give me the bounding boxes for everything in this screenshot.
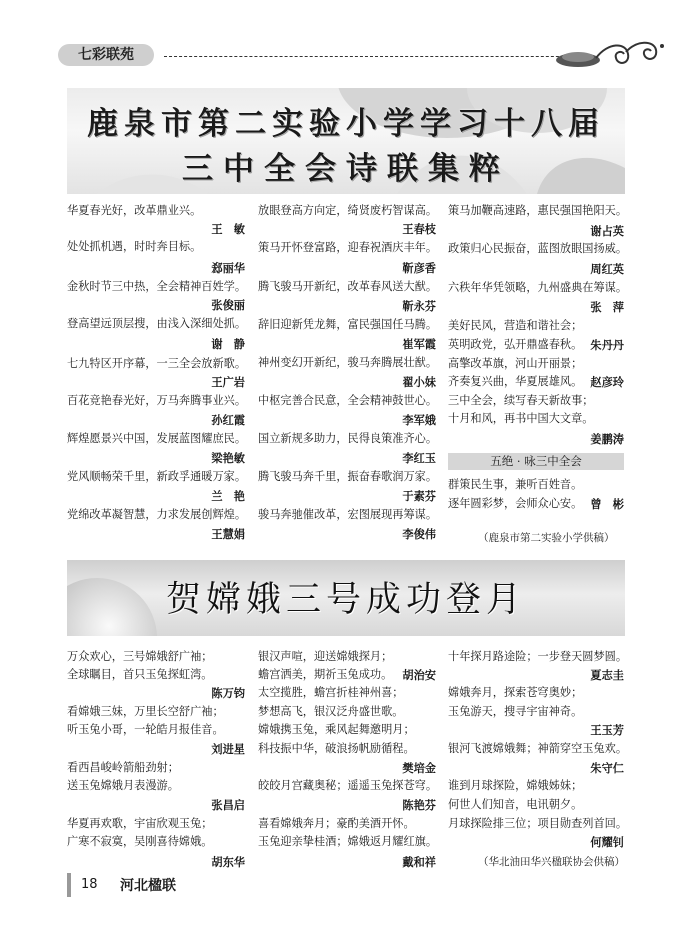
author-name: 夏志圭: [590, 668, 624, 682]
source-credit: （华北油田华兴楹联协会供稿）: [478, 856, 625, 868]
author-name: 赵彦玲: [590, 375, 624, 389]
couplet-line: 广寒不寂寞，吴刚喜待嫦娥。: [67, 835, 213, 848]
author-name: 谢占英: [590, 224, 624, 238]
couplet-line: 月球探险排三位；项目勋查列首回。: [448, 817, 628, 830]
couplet-line: 看嫦娥三妹，万里长空舒广袖；: [67, 705, 224, 718]
couplet-line: 三中全会，续写春天新故事；: [448, 394, 594, 407]
couplet-line: 银汉声喧，迎送嫦娥探月；: [258, 650, 393, 663]
author-name: 靳永芬: [402, 299, 436, 313]
couplet-line: 玉兔迎亲挚桂酒；嫦娥返月耀红旗。: [258, 835, 438, 848]
publication-name: 河北楹联: [120, 878, 176, 894]
author-name: 张 萍: [590, 300, 624, 314]
article2-title: 贺嫦娥三号成功登月: [165, 580, 526, 620]
couplet-line: 百花竞艳春光好，万马奔腾事业兴。: [67, 394, 247, 407]
couplet-line: 辞旧迎新凭龙舞，富民强国任马腾。: [258, 318, 438, 331]
couplet-line: 处处抓机遇，时时奔目标。: [67, 240, 202, 253]
couplet-line: 华夏再欢歌，宇宙欣观玉兔；: [67, 817, 213, 830]
author-name: 于素芬: [402, 489, 436, 503]
article2-banner: [67, 560, 625, 636]
couplet-line: 齐奏复兴曲，华夏展雄风。: [448, 375, 583, 388]
couplet-line: 辉煌愿景兴中国，发展蓝图耀庶民。: [67, 432, 247, 445]
couplet-line: 喜看嫦娥奔月；豪酌美酒开怀。: [258, 817, 415, 830]
couplet-line: 谁到月球探险，嫦娥姊妹；: [448, 779, 583, 792]
author-name: 李红玉: [402, 451, 436, 465]
author-name: 樊培金: [402, 761, 436, 775]
scroll-ornament-icon: [556, 38, 676, 74]
couplet-line: 策马开怀登富路，迎春祝酒庆丰年。: [258, 241, 438, 254]
author-name: 梁艳敏: [211, 451, 245, 465]
couplet-line: 十年探月路途险；一步登天圆梦圆。: [448, 650, 628, 663]
header-divider: [164, 56, 584, 57]
author-name: 翟小妹: [402, 375, 436, 389]
section-tab: 七彩联苑: [58, 44, 154, 66]
couplet-line: 万众欢心，三号嫦娥舒广袖；: [67, 650, 213, 663]
page-number: 18: [81, 877, 98, 892]
couplet-line: 腾飞骏马奔千里，振奋春歌润万家。: [258, 470, 438, 483]
author-name: 朱守仁: [590, 761, 624, 775]
article1-title-line2: 三中全会诗联集粹: [182, 151, 510, 187]
author-name: 姜鹏涛: [590, 432, 624, 446]
author-name: 谢 静: [211, 337, 245, 351]
couplet-line: 全球瞩目，首只玉兔探虹湾。: [67, 668, 213, 681]
couplet-line: 策马加鞭高速路，惠民强国艳阳天。: [448, 204, 628, 217]
author-name: 何耀钊: [590, 835, 624, 849]
couplet-line: 蟾宫洒美，期祈玉兔成功。: [258, 668, 393, 681]
couplet-line: 美好民风，营造和谐社会；: [448, 319, 583, 332]
couplet-line: 国立新规多助力，民得良策准齐心。: [258, 432, 438, 445]
author-name: 郄丽华: [211, 261, 245, 275]
couplet-line: 看西昌峻岭箭船劲射；: [67, 761, 179, 774]
couplet-line: 政策归心民振奋，蓝图放眼国扬威。: [448, 242, 628, 255]
author-name: 张昌启: [211, 798, 245, 812]
author-name: 王玉芳: [590, 723, 624, 737]
couplet-line: 华夏春光好，改革鼎业兴。: [67, 204, 202, 217]
author-name: 胡治安: [402, 668, 436, 682]
poem-line: 群策民生事，兼听百姓音。: [448, 478, 583, 491]
couplet-line: 梦想高飞，银汉泛舟盛世歌。: [258, 705, 404, 718]
couplet-line: 十月和风，再书中国大文章。: [448, 412, 594, 425]
couplet-line: 党绵改革凝智慧，力求发展创辉煌。: [67, 508, 247, 521]
author-name: 曾 彬: [590, 497, 624, 511]
couplet-line: 皎皎月宫藏奥秘；遥遥玉兔探苍穹。: [258, 779, 438, 792]
author-name: 周红英: [590, 262, 624, 276]
author-name: 崔军霞: [402, 337, 436, 351]
couplet-line: 太空揽胜，蟾宫折桂神州喜；: [258, 686, 404, 699]
author-name: 朱丹丹: [590, 338, 624, 352]
couplet-line: 六秩年华凭领略，九州盛典在筹谋。: [448, 281, 628, 294]
author-name: 靳彦香: [402, 261, 436, 275]
couplet-line: 玉兔游天，搜寻宇宙神奇。: [448, 705, 583, 718]
article1-title-line1: 鹿泉市第二实验小学学习十八届: [87, 106, 605, 142]
author-name: 王广岩: [211, 375, 245, 389]
couplet-line: 神州变幻开新纪，骏马奔腾展壮猷。: [258, 356, 438, 369]
author-name: 王春枝: [402, 222, 436, 236]
couplet-line: 金秋时节三中热，全会精神百姓学。: [67, 280, 247, 293]
author-name: 陈万钧: [211, 686, 245, 700]
article1-banner: [67, 88, 625, 194]
author-name: 李俊伟: [402, 527, 436, 541]
author-name: 戴和祥: [402, 855, 436, 869]
couplet-line: 听玉兔小哥，一轮皓月报佳音。: [67, 723, 224, 736]
couplet-line: 骏马奔驰催改革，宏图展现再筹谋。: [258, 508, 438, 521]
section-header: [58, 44, 618, 68]
couplet-line: 放眼登高方向定，绮贤废朽智谋高。: [258, 204, 438, 217]
couplet-line: 英明政党，弘开鼎盛春秋。: [448, 338, 583, 351]
couplet-line: 嫦娥携玉兔，乘风起舞邀明月；: [258, 723, 415, 736]
poem-line: 逐年圆彩梦，会师众心安。: [448, 497, 583, 510]
couplet-line: 党风顺畅荣千里，新政孚通暖万家。: [67, 470, 247, 483]
author-name: 陈艳芬: [402, 798, 436, 812]
couplet-line: 登高望远顶层搜，由浅入深细处抓。: [67, 317, 247, 330]
couplet-line: 科技振中华，破浪扬帆励循程。: [258, 742, 415, 755]
author-name: 刘进星: [211, 742, 245, 756]
author-name: 李军娥: [402, 413, 436, 427]
couplet-line: 何世人们知音，电讯朝夕。: [448, 798, 583, 811]
couplet-line: 腾飞骏马开新纪，改革春风送大猷。: [258, 280, 438, 293]
author-name: 张俊丽: [211, 298, 245, 312]
couplet-line: 高擎改革旗，河山开丽景；: [448, 357, 583, 370]
couplet-line: 银河飞渡嫦娥舞；神箭穿空玉兔欢。: [448, 742, 628, 755]
author-name: 王慧娟: [211, 527, 245, 541]
source-credit: （鹿泉市第二实验小学供稿）: [478, 532, 615, 544]
author-name: 孙红霞: [211, 413, 245, 427]
couplet-line: 中枢完善合民意，全会精神鼓世心。: [258, 394, 438, 407]
couplet-line: 送玉兔嫦娥月表漫游。: [67, 779, 179, 792]
footer-marker: [67, 873, 71, 897]
five-verse-subheading: 五绝 · 咏三中全会: [448, 453, 624, 470]
couplet-line: 七九特区开序幕，一三全会放新歌。: [67, 357, 247, 370]
author-name: 王 敏: [211, 222, 245, 236]
couplet-line: 嫦娥奔月，探索苍穹奥妙；: [448, 686, 583, 699]
author-name: 兰 艳: [211, 489, 245, 503]
author-name: 胡东华: [211, 855, 245, 869]
